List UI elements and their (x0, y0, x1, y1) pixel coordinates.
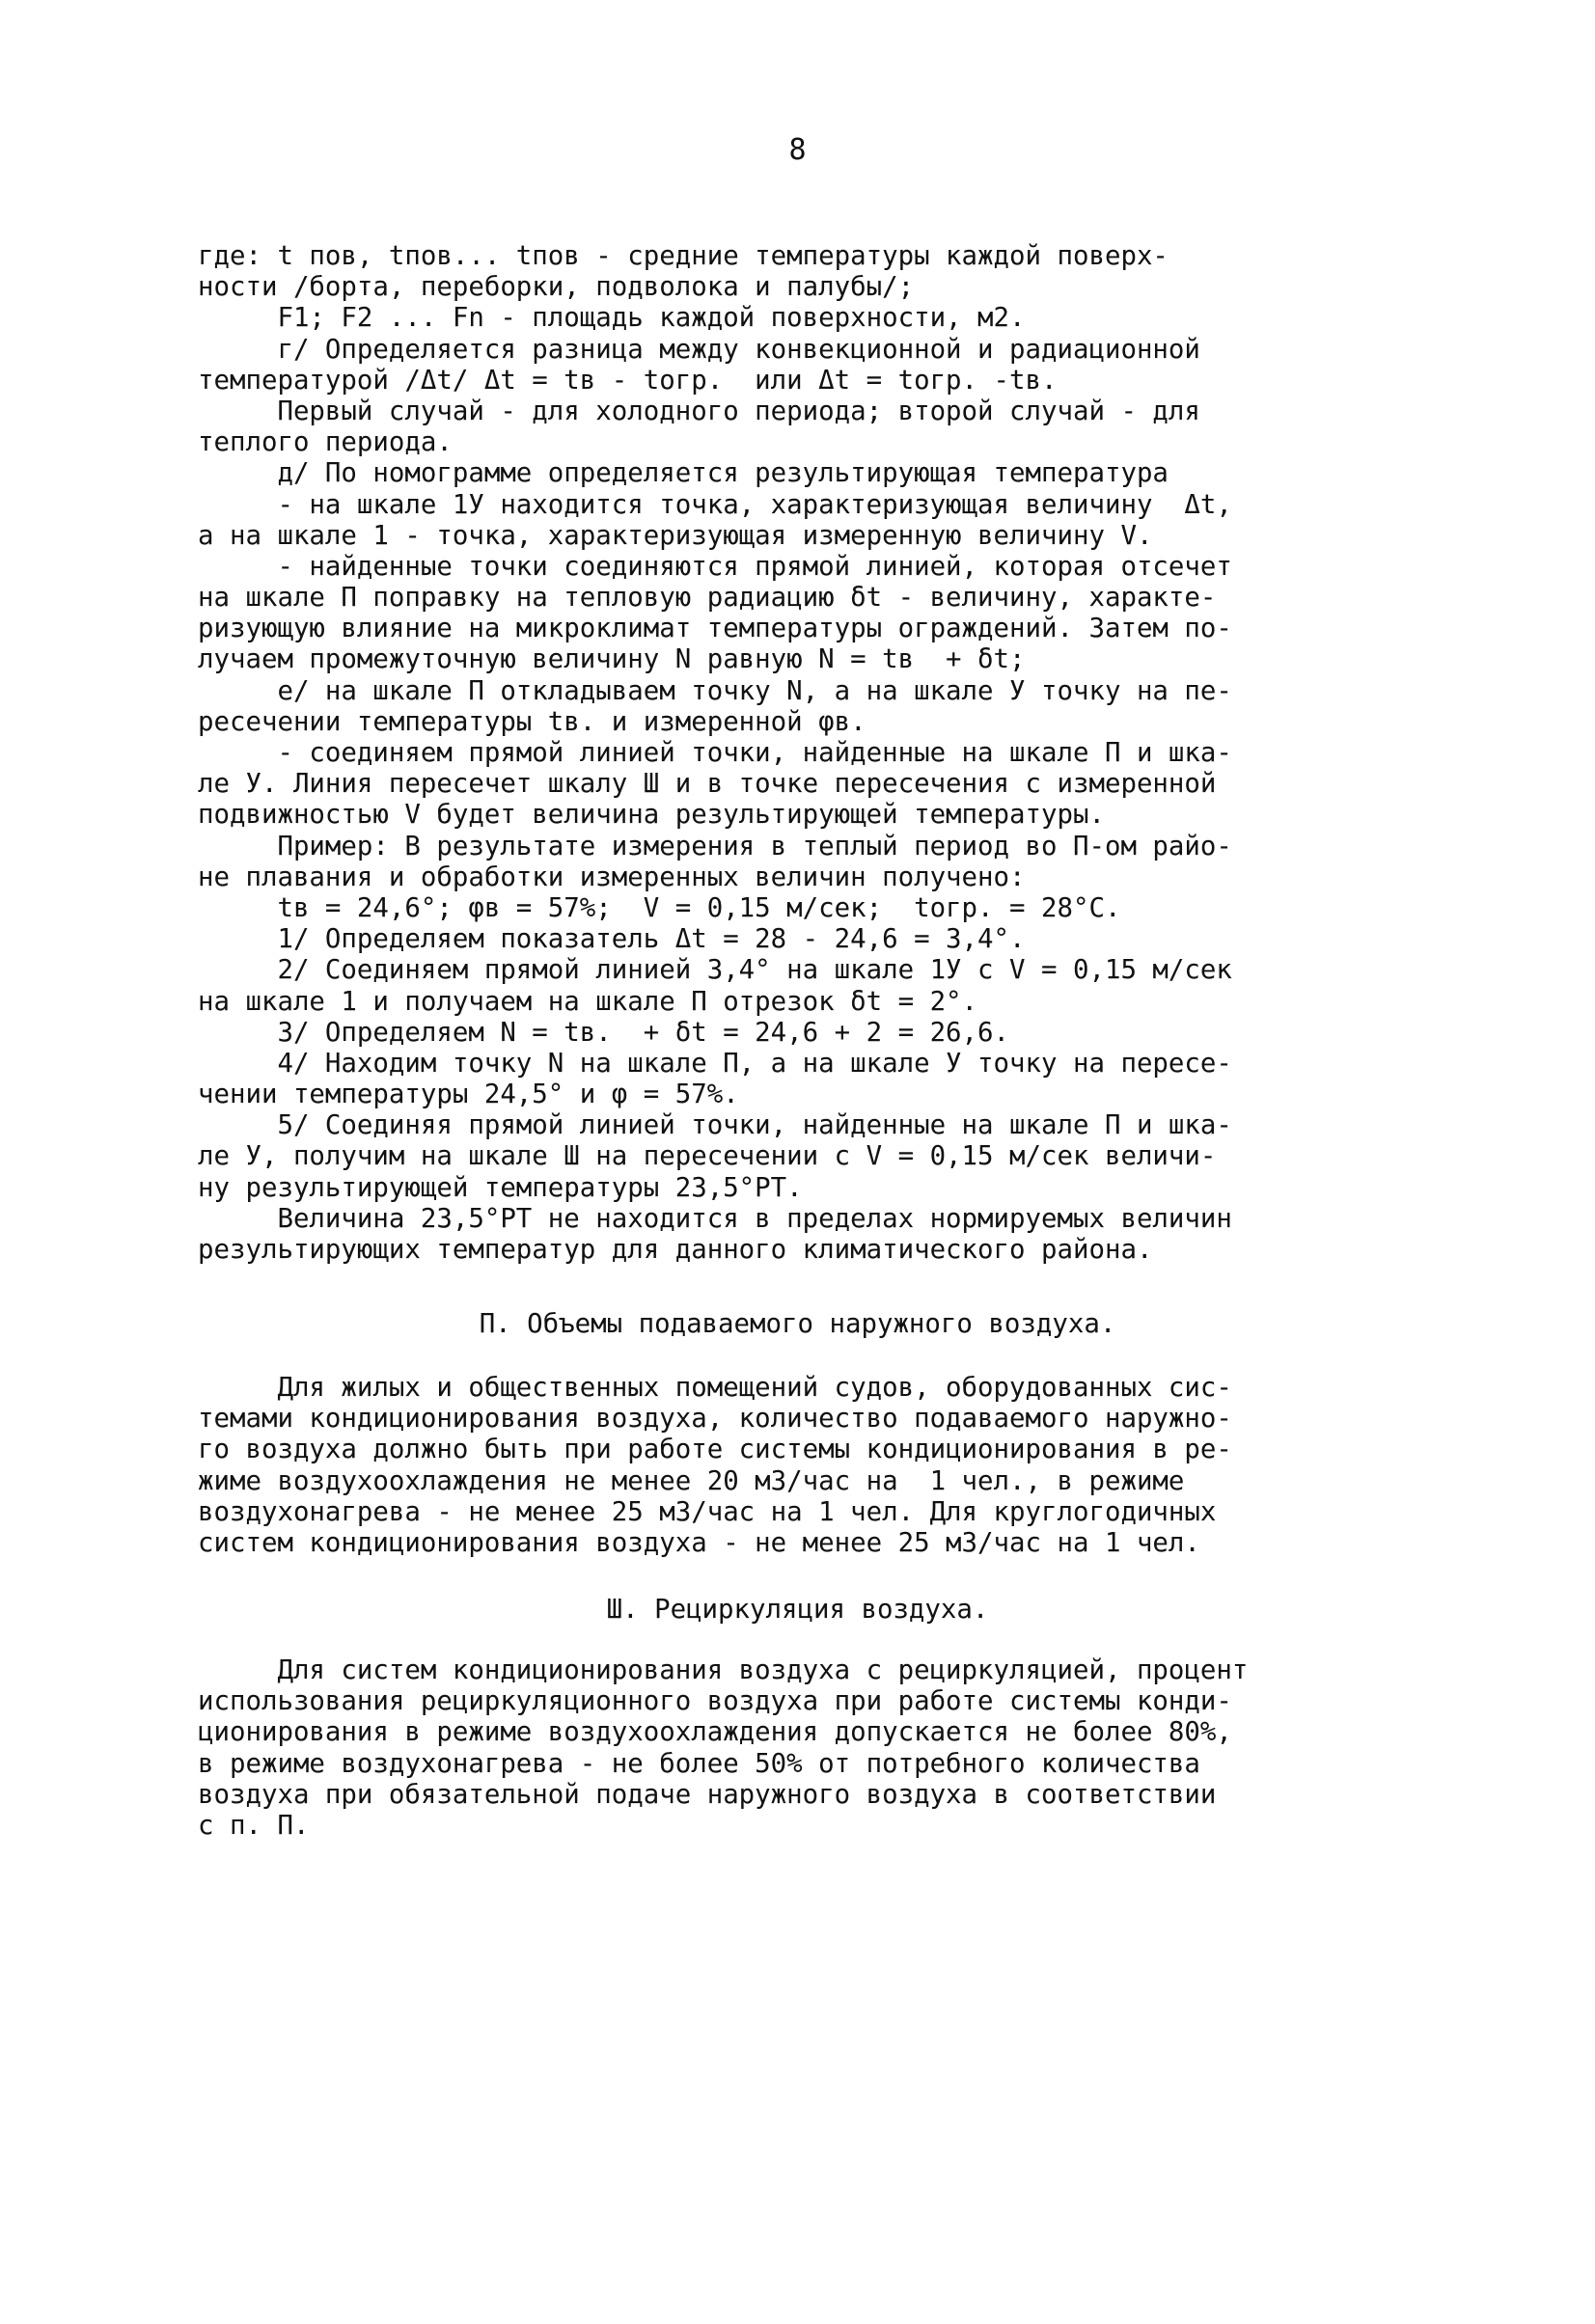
text-line: воздухонагрева - не менее 25 м3/час на 1 чел. Для круглогодичных (198, 1496, 1217, 1527)
text-line: д/ По номограмме определяется результирующая температура (198, 458, 1169, 489)
text-line: е/ на шкале П откладываем точку N, а на шкале У точку на пе- (198, 675, 1232, 706)
text-line: на шкале 1 и получаем на шкале П отрезок δt = 2°. (198, 986, 978, 1017)
text-line: на шкале П поправку на тепловую радиацию δt - величину, характе- (198, 583, 1217, 614)
text-line: ресечении температуры tв. и измеренной φв. (198, 706, 866, 737)
text-line: 1/ Определяем показатель Δt = 28 - 24,6 = 3,4°. (198, 924, 1026, 955)
text-line: го воздуха должно быть при работе системы кондиционирования в ре- (198, 1435, 1232, 1465)
text-line: 3/ Определяем N = tв. + δt = 24,6 + 2 = 26,6. (198, 1017, 1010, 1048)
text-line: где: t пов, tпов... tпов - средние температуры каждой поверх- (198, 241, 1169, 271)
text-line: воздуха при обязательной подаче наружного воздуха в соответствии (198, 1779, 1217, 1810)
section-heading-2: П. Объемы подаваемого наружного воздуха. (479, 1309, 1116, 1339)
text-line: - на шкале 1У находится точка, характеризующая величину Δt, (198, 489, 1232, 520)
text-line: подвижностью V будет величина результирующей температуры. (198, 800, 1105, 831)
text-line: Пример: В результате измерения в теплый период во П-ом райо- (198, 831, 1232, 861)
text-line: - соединяем прямой линией точки, найденные на шкале П и шка- (198, 738, 1232, 768)
text-line: температурой /Δt/ Δt = tв - tогр. или Δt = tогр. -tв. (198, 365, 1058, 396)
text-line: теплого периода. (198, 427, 453, 458)
text-line: систем кондиционирования воздуха - не менее 25 м3/час на 1 чел. (198, 1527, 1200, 1558)
section-heading-3: Ш. Рециркуляция воздуха. (606, 1595, 989, 1625)
text-block-1 (198, 241, 1433, 1266)
text-line: ле У, получим на шкале Ш на пересечении с V = 0,15 м/сек величи- (198, 1141, 1217, 1172)
text-line: ности /борта, переборки, подволока и палубы/; (198, 272, 915, 303)
text-line: темами кондиционирования воздуха, количество подаваемого наружно- (198, 1404, 1232, 1435)
text-line: Для систем кондиционирования воздуха с рециркуляцией, процент (198, 1655, 1249, 1685)
text-line: 5/ Соединяя прямой линией точки, найденные на шкале П и шка- (198, 1110, 1232, 1141)
text-line: жиме воздухоохлаждения не менее 20 м3/час на 1 чел., в режиме (198, 1465, 1185, 1496)
text-block-2 (198, 1373, 1433, 1559)
text-line: Величина 23,5°РТ не находится в пределах нормируемых величин (198, 1203, 1232, 1234)
text-line: не плавания и обработки измеренных величин получено: (198, 861, 1026, 892)
text-line: лучаем промежуточную величину N равную N = tв + δt; (198, 644, 1026, 675)
text-line: в режиме воздухонагрева - не более 50% от потребного количества (198, 1748, 1200, 1779)
text-line: чении температуры 24,5° и φ = 57%. (198, 1080, 739, 1110)
text-line: 4/ Находим точку N на шкале П, а на шкале У точку на пересе- (198, 1048, 1232, 1079)
text-line: использования рециркуляционного воздуха при работе системы конди- (198, 1686, 1232, 1717)
text-line: ле У. Линия пересечет шкалу Ш и в точке пересечения с измеренной (198, 769, 1217, 800)
text-line: ционирования в режиме воздухоохлаждения допускается не более 80%, (198, 1717, 1232, 1748)
text-line: ризующую влияние на микроклимат температуры ограждений. Затем по- (198, 614, 1232, 644)
text-line: 2/ Соединяем прямой линией 3,4° на шкале 1У с V = 0,15 м/сек (198, 955, 1232, 986)
text-line: г/ Определяется разница между конвекционной и радиационной (198, 334, 1200, 365)
text-line: ну результирующей температуры 23,5°РТ. (198, 1172, 803, 1203)
text-line: а на шкале 1 - точка, характеризующая измеренную величину V. (198, 520, 1153, 551)
text-block-3 (198, 1655, 1433, 1842)
text-line: tв = 24,6°; φв = 57%; V = 0,15 м/сек; tогр. = 28°С. (198, 892, 1121, 923)
text-line: результирующих температур для данного климатического района. (198, 1235, 1153, 1265)
text-line: Для жилых и общественных помещений судов, оборудованных сис- (198, 1373, 1232, 1403)
text-line: F1; F2 ... Fn - площадь каждой поверхности, м2. (198, 303, 1026, 334)
text-line: с п. П. (198, 1810, 310, 1841)
text-line: - найденные точки соединяются прямой линией, которая отсечет (198, 551, 1232, 582)
text-line: Первый случай - для холодного периода; второй случай - для (198, 396, 1200, 426)
page-number: 8 (788, 133, 807, 167)
